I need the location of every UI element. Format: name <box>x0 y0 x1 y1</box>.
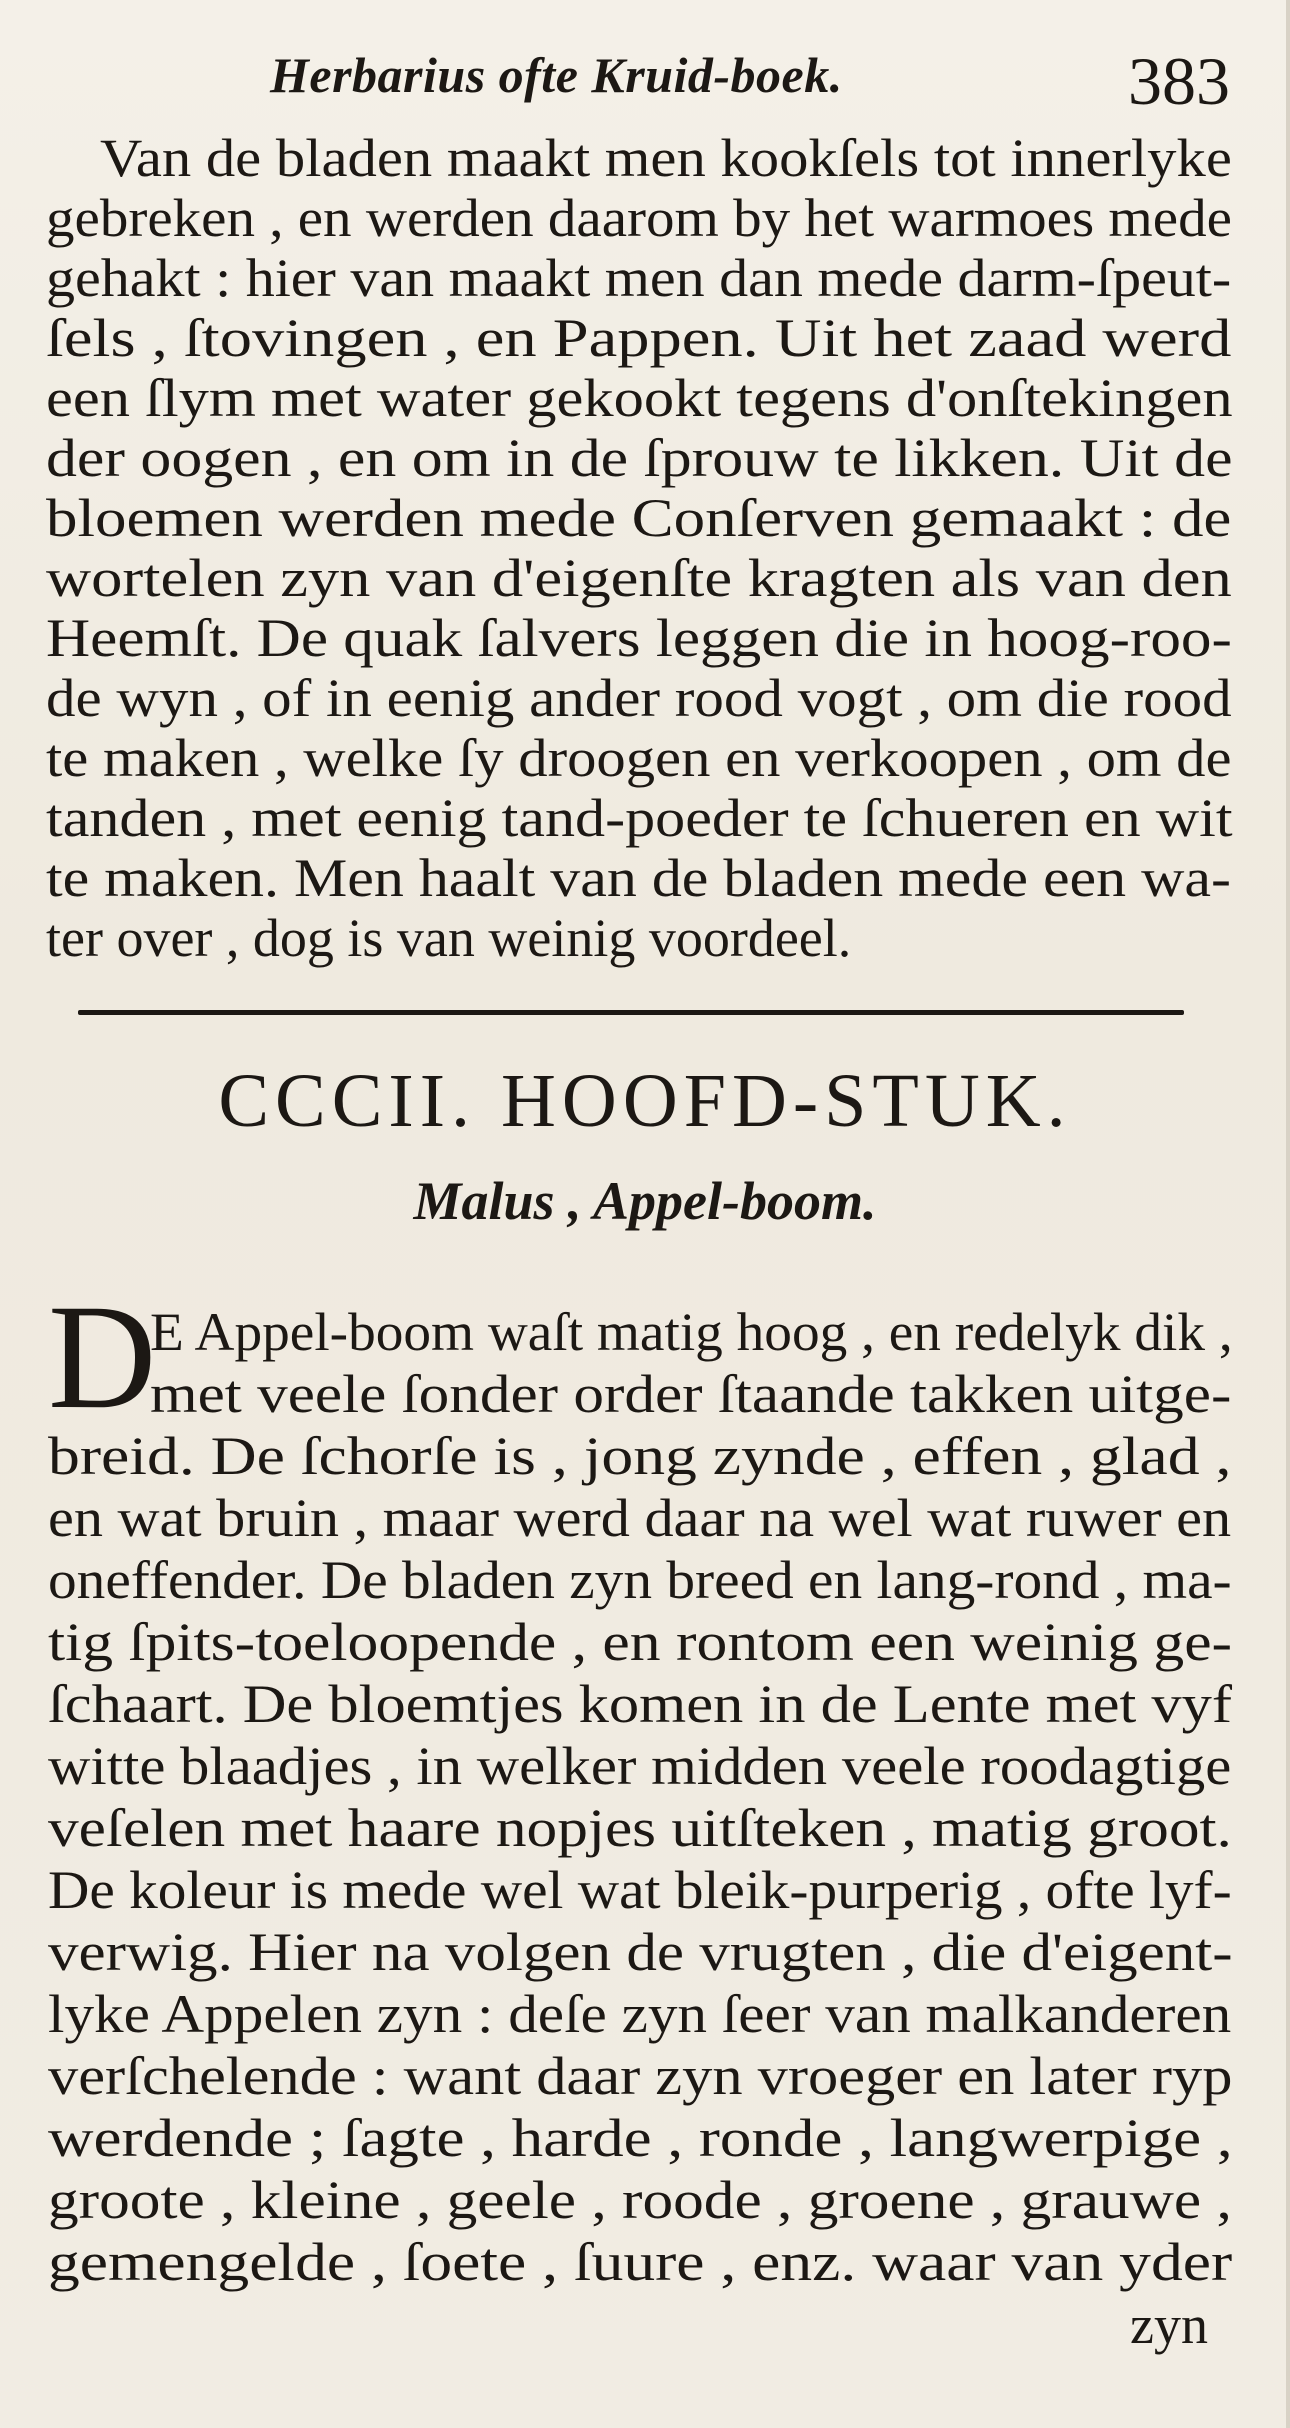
chapter-subtitle: Malus , Appel-boom. <box>413 1171 877 1231</box>
text-line: der oogen , en om in de ſprouw te likken. Uit de <box>46 428 1233 488</box>
text-line: een ſlym met water gekookt tegens d'onſtekingen <box>46 368 1233 428</box>
text-line: wortelen zyn van d'eigenſte kragten als van den <box>46 548 1232 608</box>
text-line: breid. De ſchorſe is , jong zynde , effen , glad , <box>48 1426 1232 1486</box>
text-line: oneffender. De bladen zyn breed en lang-rond , ma- <box>48 1550 1232 1610</box>
text-line: verſchelende : want daar zyn vroeger en later ryp <box>48 2046 1233 2106</box>
chapter-heading: CCCII. HOOFD-STUK. <box>218 1059 1072 1143</box>
text-line: te maken , welke ſy droogen en verkoopen , om de <box>46 728 1232 788</box>
text-line: verwig. Hier na volgen de vrugten , die d'eigent- <box>48 1922 1233 1982</box>
text-line: bloemen werden mede Conſerven gemaakt : de <box>46 488 1232 548</box>
text-line: en wat bruin , maar werd daar na wel wat ruwer en <box>48 1488 1232 1548</box>
text-line: ter over , dog is van weinig voordeel. <box>46 908 852 968</box>
text-line: tig ſpits-toeloopende , en rontom een weinig ge- <box>48 1612 1233 1672</box>
drop-cap: D <box>48 1274 157 1440</box>
page-number: 383 <box>1128 43 1230 119</box>
text-line: Van de bladen maakt men kookſels tot innerlyke <box>100 128 1232 188</box>
text-line: groote , kleine , geele , roode , groene , grauwe , <box>48 2170 1232 2230</box>
text-line: De koleur is mede wel wat bleik-purperig , ofte lyf- <box>48 1860 1232 1920</box>
catchword: zyn <box>1130 2295 1208 2355</box>
running-title: Herbarius ofte Kruid-boek. <box>270 47 843 103</box>
text-line: ſchaart. De bloemtjes komen in de Lente met vyf <box>48 1674 1232 1734</box>
text-line: gebreken , en werden daarom by het warmoes mede <box>46 188 1232 248</box>
text-line: met veele ſonder order ſtaande takken uitge- <box>150 1364 1232 1424</box>
text-line: E Appel-boom waſt matig hoog , en redelyk dik , <box>150 1302 1233 1362</box>
running-head <box>0 40 1290 120</box>
text-line: veſelen met haare nopjes uitſteken , matig groot. <box>48 1798 1232 1858</box>
text-line: werdende ; ſagte , harde , ronde , langwerpige , <box>48 2108 1233 2168</box>
text-line: gehakt : hier van maakt men dan mede darm-ſpeut- <box>46 248 1232 308</box>
section-rule <box>78 1010 1184 1015</box>
text-line: te maken. Men haalt van de bladen mede een wa- <box>46 848 1231 908</box>
text-line: gemengelde , ſoete , ſuure , enz. waar van yder <box>48 2232 1233 2292</box>
text-line: de wyn , of in eenig ander rood vogt , om die rood <box>46 668 1232 728</box>
text-line: witte blaadjes , in welker midden veele roodagtige <box>48 1736 1232 1796</box>
text-line: Heemſt. De quak ſalvers leggen die in hoog-roo- <box>46 608 1232 668</box>
text-line: lyke Appelen zyn : deſe zyn ſeer van malkanderen <box>48 1984 1232 2044</box>
text-line: ſels , ſtovingen , en Pappen. Uit het zaad werd <box>46 308 1232 368</box>
text-line: tanden , met eenig tand-poeder te ſchueren en wit <box>46 788 1233 848</box>
